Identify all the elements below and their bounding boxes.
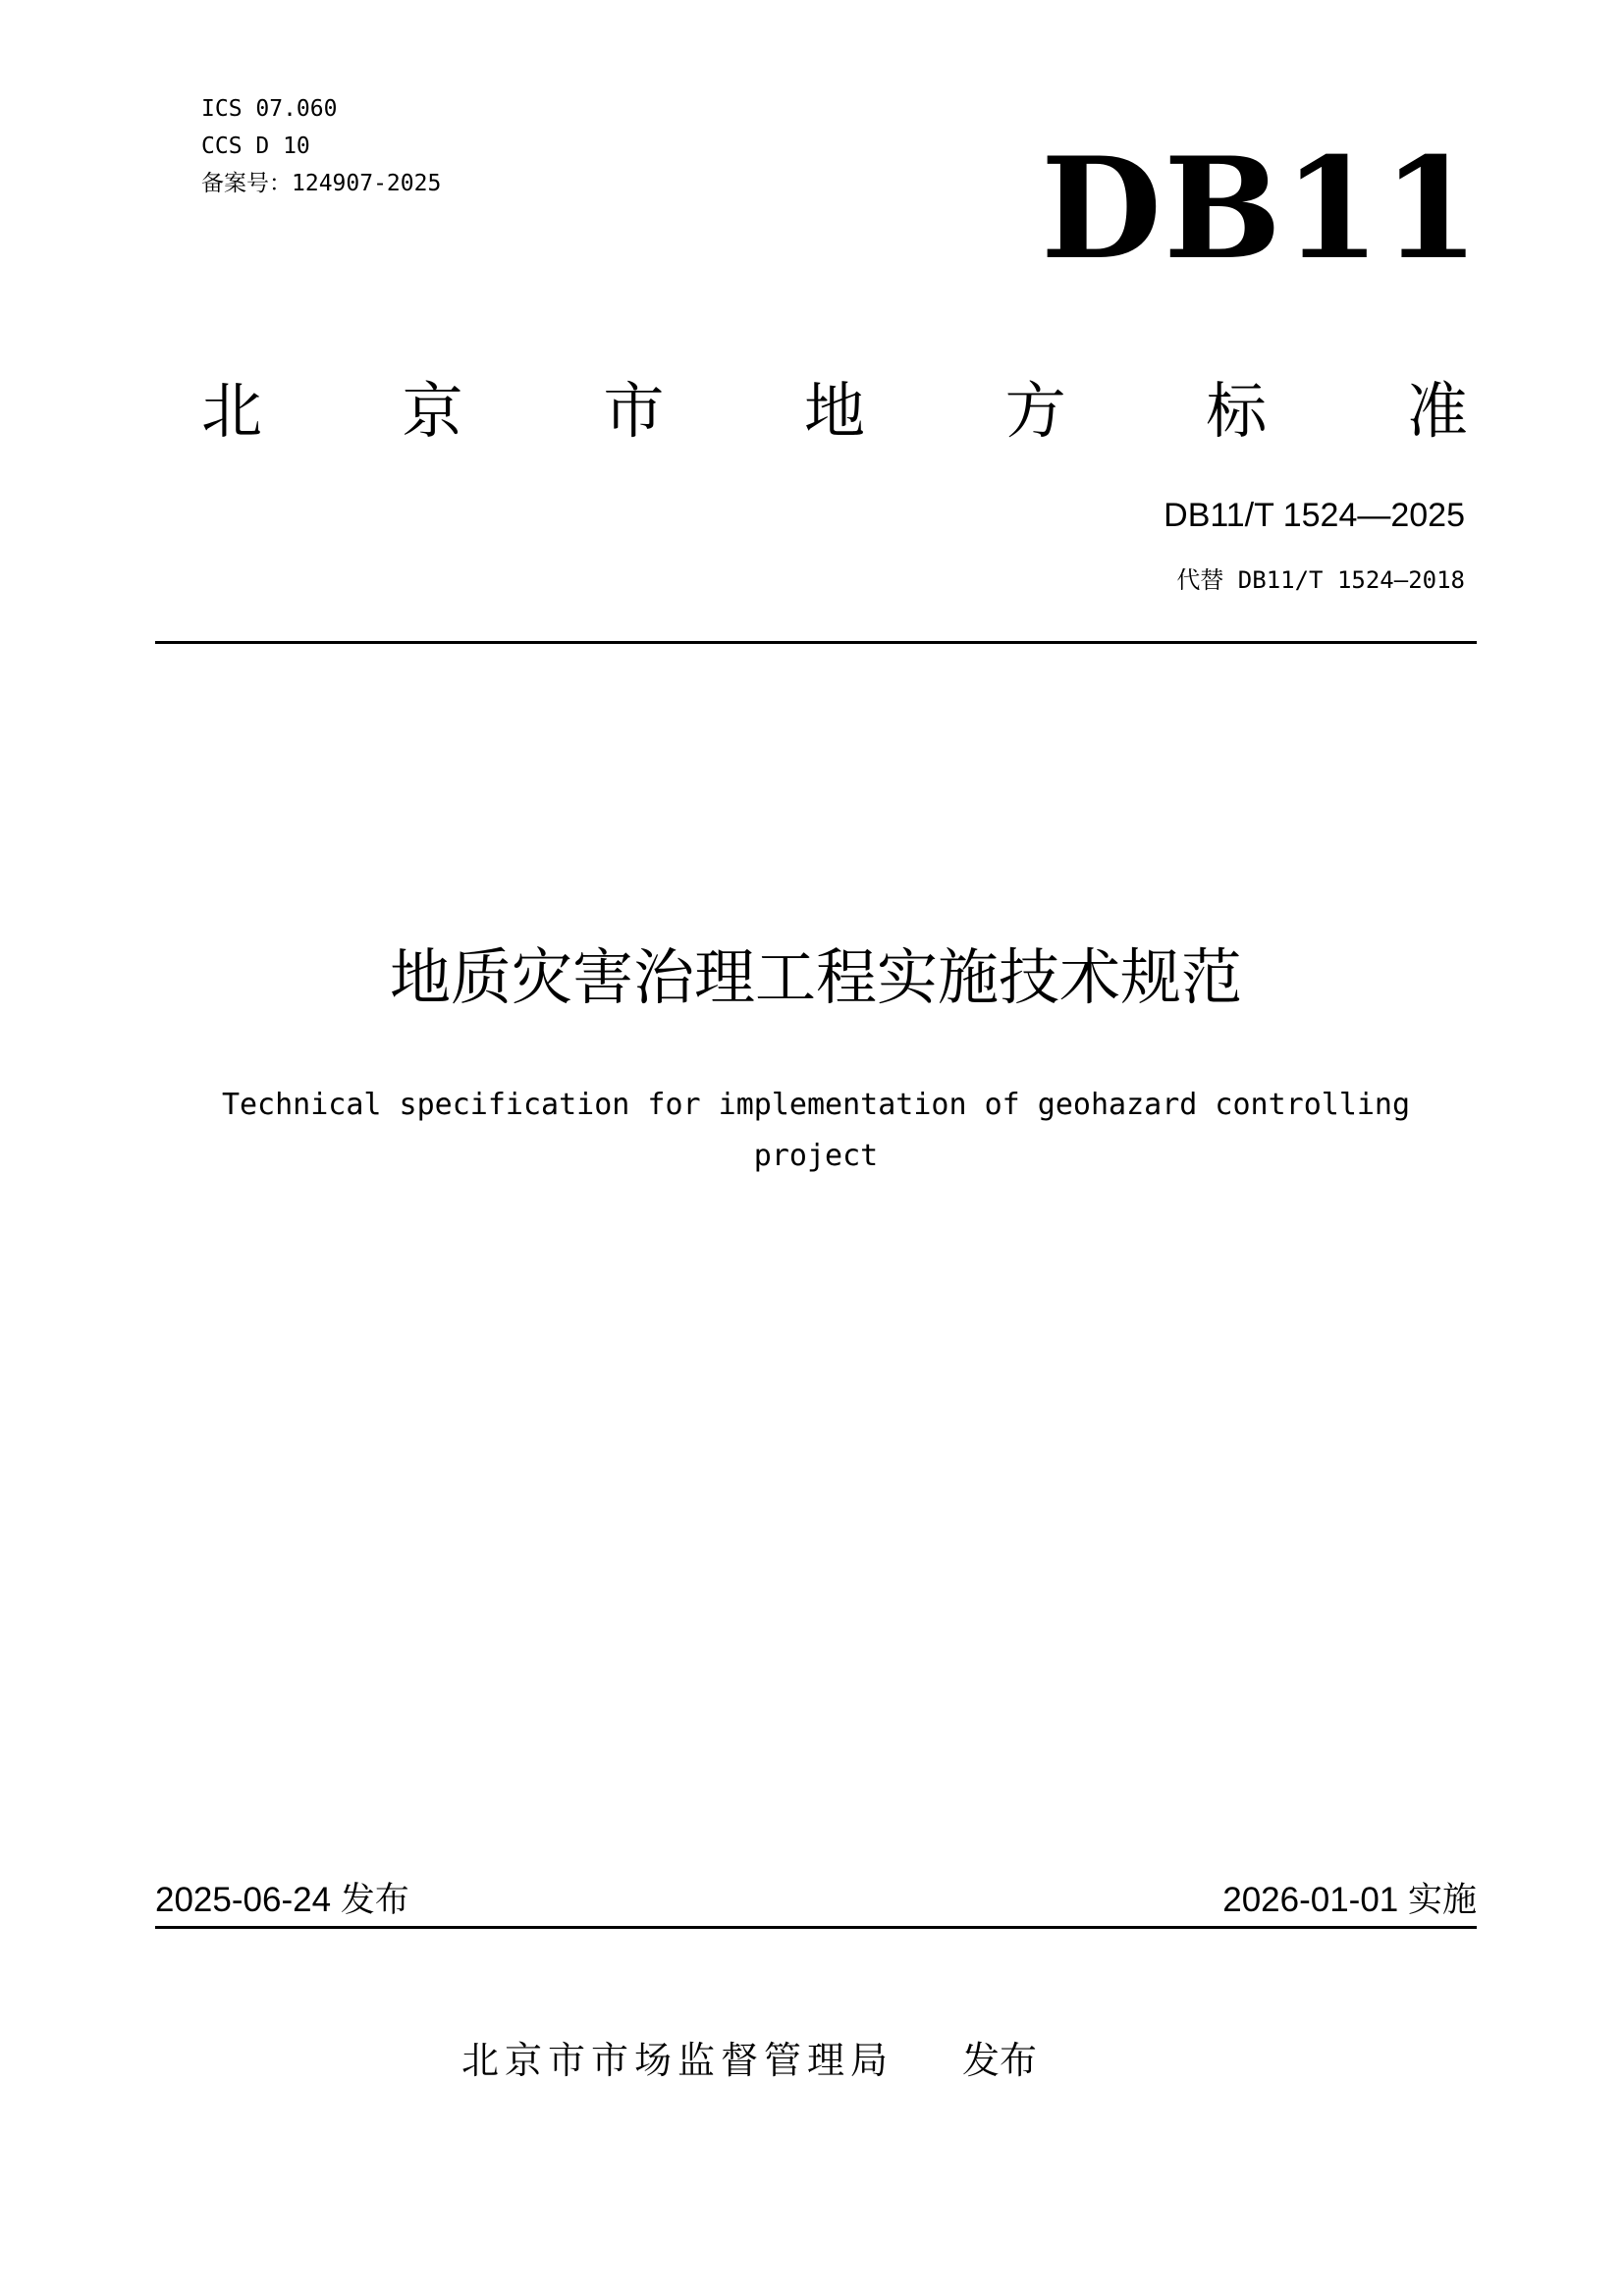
- standard-kind-char: 地: [803, 375, 865, 447]
- publisher-name: 北京市市场监督管理局: [461, 2039, 894, 2082]
- ccs-code: CCS D 10: [201, 133, 310, 159]
- standard-kind-char: 市: [603, 375, 665, 447]
- classification-block: [201, 90, 441, 202]
- bottom-divider: [155, 1926, 1477, 1929]
- top-divider: [155, 641, 1477, 644]
- filing-number: 备案号：124907-2025: [201, 171, 442, 196]
- standard-kind-char: 方: [1004, 375, 1066, 447]
- standard-kind-char: 标: [1206, 375, 1268, 447]
- title-english: Technical specification for implementation of geohazard controlling project: [221, 1088, 1411, 1173]
- standard-number: DB11/T 1524—2025: [1164, 497, 1465, 534]
- publish-action: 发布: [962, 2039, 1038, 2082]
- standard-kind: [201, 375, 1468, 448]
- standard-kind-char: 京: [402, 375, 463, 447]
- replaced-standard: 代替 DB11/T 1524—2018: [1176, 566, 1465, 594]
- db11-logo: DB11: [1041, 128, 1482, 291]
- publisher: [461, 2036, 1037, 2085]
- standard-kind-char: 北: [201, 375, 263, 447]
- title-chinese: 地质灾害治理工程实施技术规范: [389, 941, 1242, 1013]
- ics-code: ICS 07.060: [201, 96, 338, 122]
- standard-kind-char: 准: [1406, 375, 1468, 447]
- issue-date: 2025-06-24 发布: [155, 1881, 409, 1919]
- implementation-date: 2026-01-01 实施: [1222, 1881, 1477, 1919]
